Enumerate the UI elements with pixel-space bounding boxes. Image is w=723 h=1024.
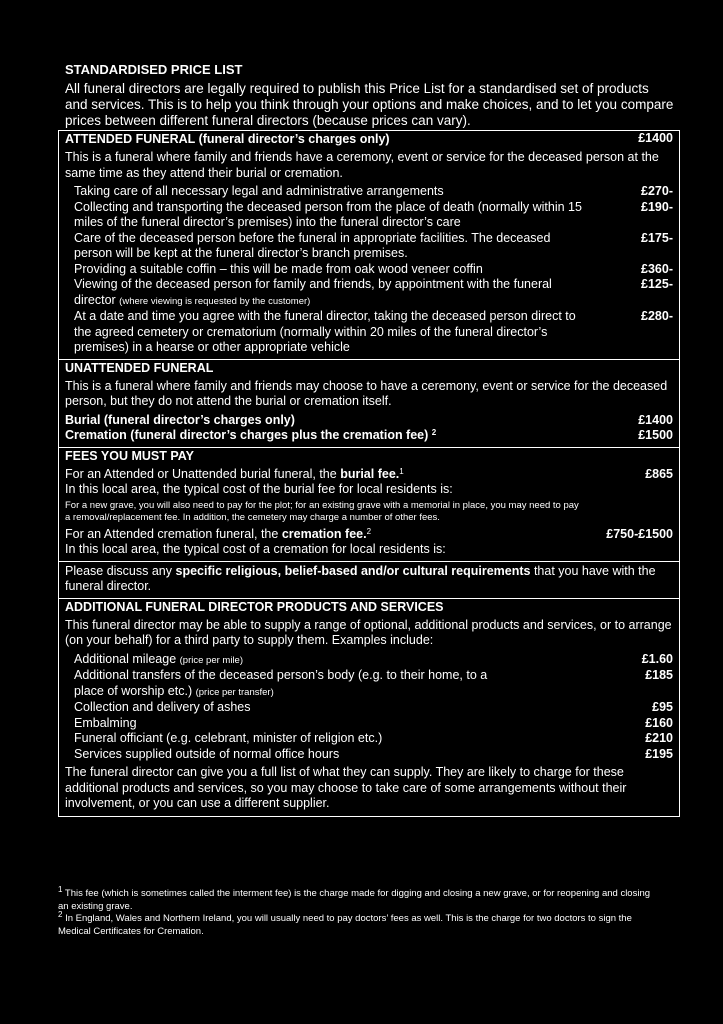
item-note: (where viewing is requested by the customer) (119, 295, 311, 307)
list-item: At a date and time you agree with the funeral director, taking the deceased person direct to the agreed cemetery or crematorium (normally within 20 miles of the funeral director’s premises) in a hearse or other appropriate vehicle £280- (74, 309, 673, 354)
footnotes (58, 885, 658, 938)
additional-closing: The funeral director can give you a full list of what they can supply. They are likely to charge for these additional products and services, so you may choose to take care of some arrangements without their involvement, or you can use a different supplier. (65, 765, 627, 810)
price-list-document (58, 62, 680, 817)
footnote-1: $^1$ This fee (which is sometimes called the interment fee) is the charge made for digging and closing a new grave, or for reopening and closing an existing grave. (58, 885, 651, 912)
list-item: Collecting and transporting the deceased person from the place of death (normally within 15 miles of the funeral director’s premises) into the funeral director’s care £190- (74, 199, 673, 229)
fees-heading: FEES YOU MUST PAY (65, 448, 194, 463)
list-item: Funeral officiant (e.g. celebrant, minister of religion etc.) £210 (74, 731, 673, 745)
footnote-2: $^2$ In England, Wales and Northern Ireland, you will usually need to pay doctors’ fees as well. This is the charge for two doctors to sign the Medical Certificates for Cremation. (58, 910, 632, 937)
unattended-funeral-section (59, 359, 680, 447)
burial-label: Burial (funeral director’s charges only) (65, 412, 295, 427)
list-item: Additional mileage (price per mile) £1.60 (74, 651, 673, 666)
list-item: Providing a suitable coffin – this will be made from oak wood veneer coffin £360- (74, 261, 673, 276)
fees-section: FEES YOU MUST PAY For an Attended or Unattended burial funeral, the burial fee.$^1$ £865 In this local area, the typical cost of the burial fee for local residents is: For a new grave, you will also need to pay for the plot; for an existing grave with a memorial in place, you may need to pay a removal/replacement fee. In addition, the cemetery may charge a number of other fees. For an Attended cremation funeral, the cremation fee.$^2$ £750-£1500 In this local area, the typical cost of a cremation for local residents is: (59, 447, 680, 561)
attended-price: £1400 (638, 131, 673, 145)
list-item: Services supplied outside of normal office hours £195 (74, 746, 673, 761)
footnote-ref: 2 (366, 526, 372, 536)
list-item: Additional transfers of the deceased person’s body (e.g. to their home, to a place of worship etc.) (price per transfer) £185 (74, 668, 673, 698)
cremation-price: £1500 (638, 428, 673, 442)
additional-heading: ADDITIONAL FUNERAL DIRECTOR PRODUCTS AND SERVICES (65, 599, 444, 614)
intro-text: All funeral directors are legally required to publish this Price List for a standardised set of products and services. This is to help you think through your options and make choices, and to let you compare prices between different funeral directors (because prices can vary). (65, 81, 674, 128)
list-item: Care of the deceased person before the funeral in appropriate facilities. The deceased person will be kept at the funeral director’s branch premises. £175- (74, 230, 673, 260)
attended-description: This is a funeral where family and friends have a ceremony, event or service for the deceased person at the same time as they attend their burial or cremation. (65, 150, 659, 180)
list-item: Collection and delivery of ashes £95 (74, 700, 673, 714)
discuss-section: Please discuss any specific religious, belief-based and/or cultural requirements that you have with the funeral director. (59, 561, 680, 598)
additional-description: This funeral director may be able to supply a range of optional, additional products and services, or to arrange (on your behalf) for a third party to supply them. Examples include: (65, 617, 672, 647)
list-item: Embalming £160 (74, 715, 673, 730)
cremation-fee-price: £750-£1500 (606, 526, 673, 541)
burial-price: £1400 (638, 412, 673, 427)
attended-funeral-section (59, 131, 680, 360)
list-item: Taking care of all necessary legal and administrative arrangements £270- (74, 184, 673, 198)
burial-fee-note: For a new grave, you will also need to pay for the plot; for an existing grave with a memorial in place, you may need to pay a removal/replacement fee. In addition, the cemetery may charge a number of other fees. (65, 499, 579, 523)
list-item: Viewing of the deceased person for family and friends, by appointment with the funeral director (where viewing is requested by the customer) £125- (74, 277, 673, 307)
price-table (58, 130, 680, 817)
unattended-heading: UNATTENDED FUNERAL (65, 360, 214, 375)
burial-fee-price: £865 (645, 466, 673, 481)
attended-heading: ATTENDED FUNERAL (funeral director’s charges only) (65, 132, 390, 146)
cremation-label: Cremation (funeral director’s charges plus the cremation fee) (65, 428, 429, 442)
page-title: STANDARDISED PRICE LIST (65, 62, 243, 77)
unattended-description: This is a funeral where family and friends may choose to have a ceremony, event or service for the deceased person, but they do not attend the burial or cremation itself. (65, 378, 668, 408)
footnote-ref: 1 (399, 466, 404, 476)
footnote-ref: 2 (431, 428, 437, 437)
additional-services-section (59, 598, 680, 816)
